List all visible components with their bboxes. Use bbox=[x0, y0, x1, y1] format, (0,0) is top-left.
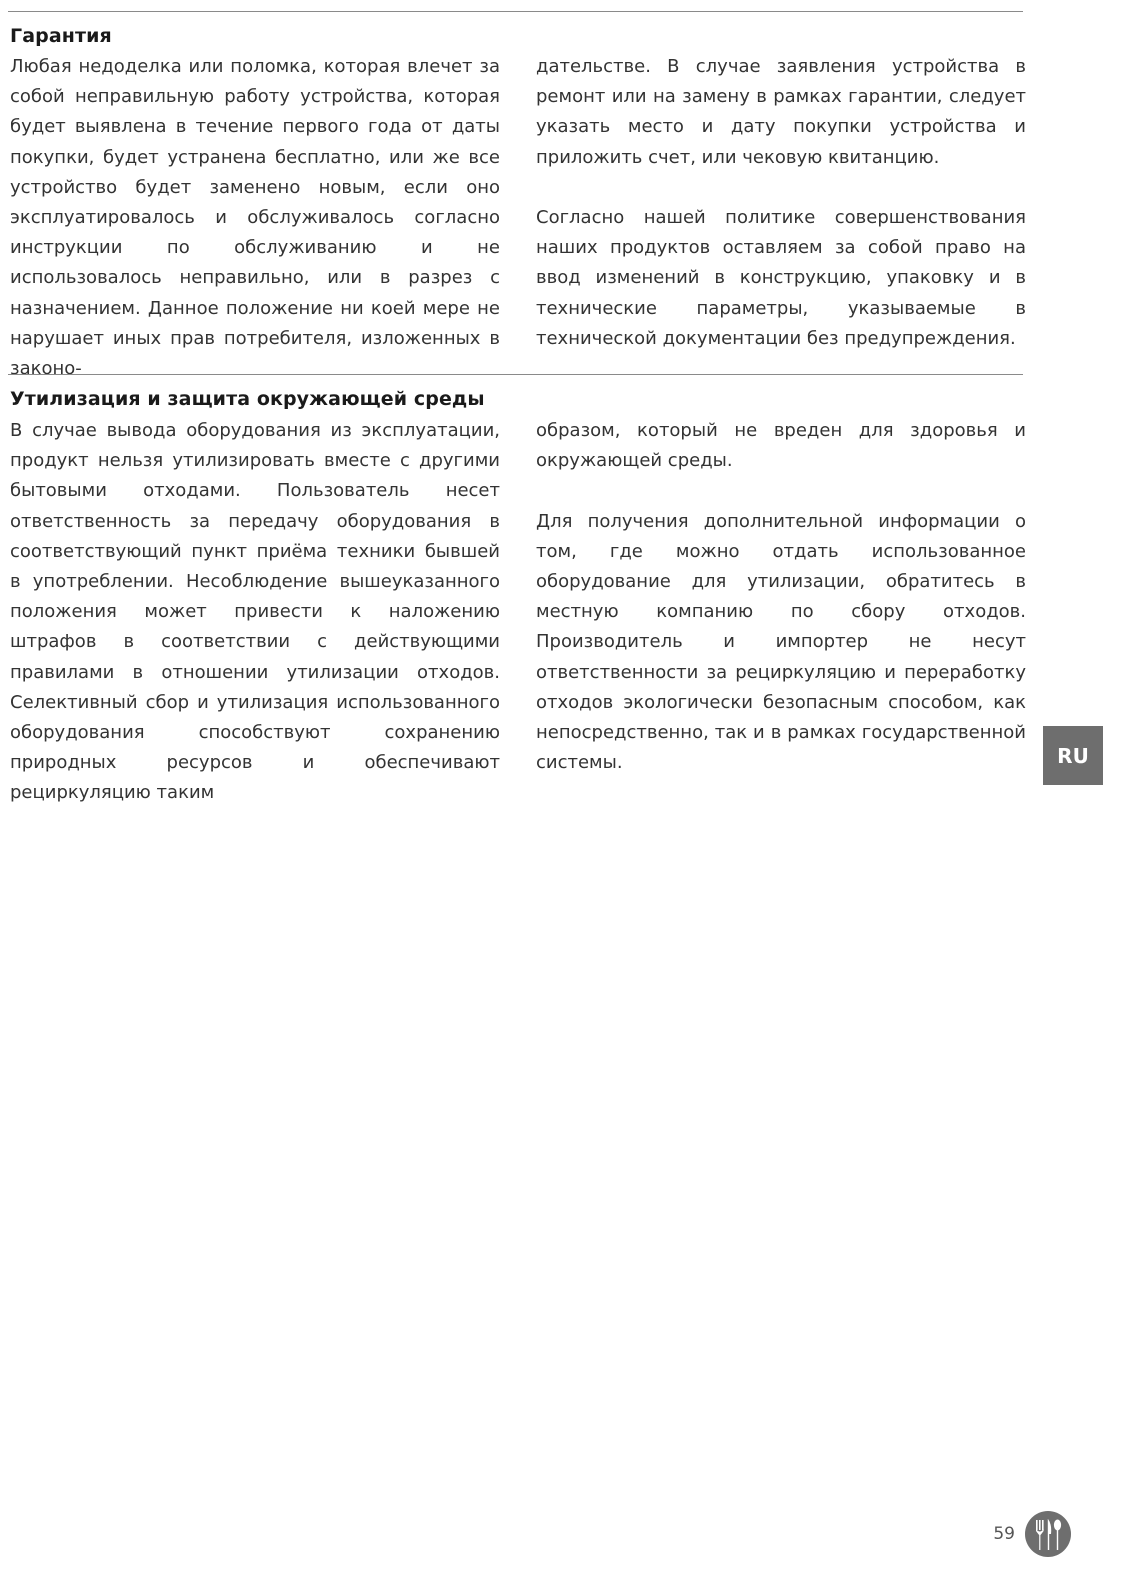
warranty-column-right bbox=[536, 52, 1026, 354]
section-divider-warranty bbox=[8, 11, 1023, 12]
recycling-column-left bbox=[10, 416, 500, 809]
cutlery-logo-icon bbox=[1024, 1510, 1072, 1558]
section-title-recycling: Утилизация и защита окружающей среды bbox=[10, 388, 485, 410]
page-number: 59 bbox=[993, 1524, 1015, 1544]
section-divider-recycling bbox=[8, 374, 1023, 375]
recycling-paragraph-2: образом, который не вреден для здоровья и окружающей среды. bbox=[536, 420, 1026, 472]
recycling-column-right bbox=[536, 416, 1026, 778]
section-title-warranty: Гарантия bbox=[10, 25, 112, 47]
warranty-column-left bbox=[10, 52, 500, 384]
recycling-paragraph-3: Для получения дополнительной информации о том, где можно отдать использованное оборудование для утилизации, обратитесь в местную компанию по сбору отходов. Производитель и импортер не несут ответственности за рециркуляцию и переработку отходов экологически безопасным способом, как непосредственно, так и в рамках государственной системы. bbox=[536, 510, 1026, 774]
language-tab: RU bbox=[1043, 726, 1103, 785]
recycling-paragraph-1: В случае вывода оборудования из эксплуатации, продукт нельзя утилизировать вместе с другими бытовыми отходами. Пользователь несет ответственность за передачу оборудования в соответствующий пункт приёма техники бывшей в употреблении. Несоблюдение вышеуказанного положения может привести к наложению штрафов в соответствии с действующими правилами в отношении утилизации отходов. Селективный сбор и утилизация использованного оборудования способствуют сохранению природных ресурсов и обеспечивают рециркуляцию таким bbox=[10, 420, 500, 804]
warranty-paragraph-1: Любая недоделка или поломка, которая влечет за собой неправильную работу устройства, которая будет выявлена в течение первого года от даты покупки, будет устранена бесплатно, или же все устройство будет заменено новым, если оно эксплуатировалось и обслуживалось согласно инструкции по обслуживанию и не использовалось неправильно, или в разрез с назначением. Данное положение ни коей мере не нарушает иных прав потребителя, изложенных в законо- bbox=[10, 56, 500, 380]
warranty-paragraph-2: дательстве. В случае заявления устройства в ремонт или на замену в рамках гарантии, следует указать место и дату покупки устройства и приложить счет, или чековую квитанцию. bbox=[536, 56, 1026, 168]
warranty-paragraph-3: Согласно нашей политике совершенствования наших продуктов оставляем за собой право на ввод изменений в конструкцию, упаковку и в технические параметры, указываемые в технической документации без предупреждения. bbox=[536, 207, 1026, 349]
